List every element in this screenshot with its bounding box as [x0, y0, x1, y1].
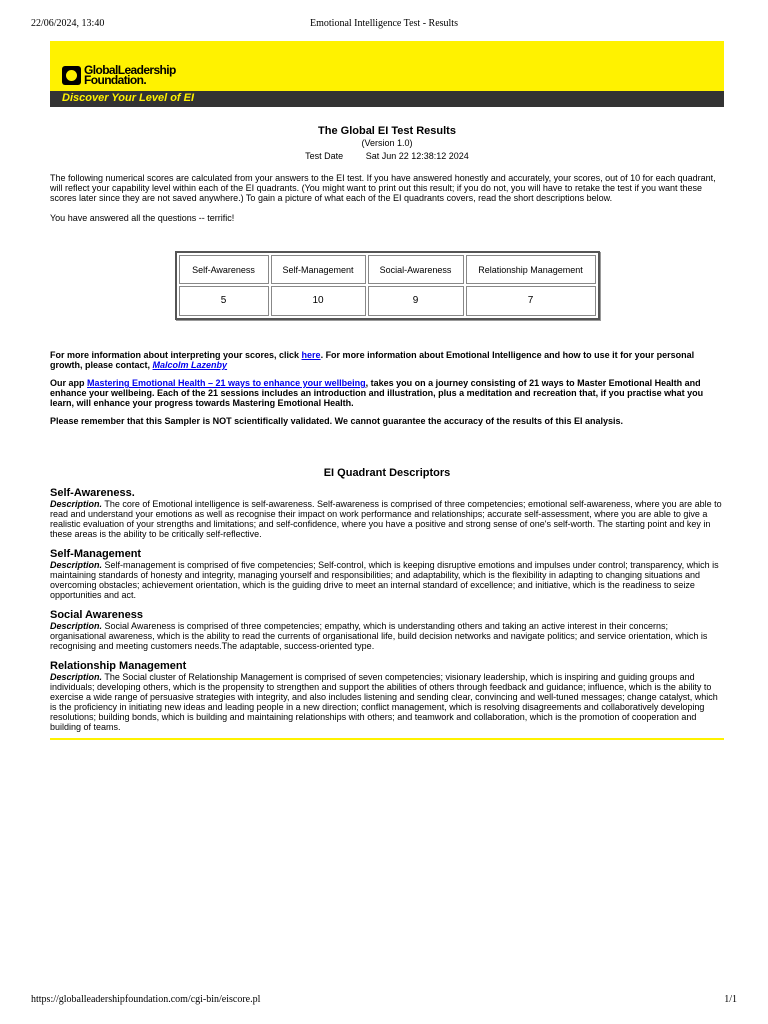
more-info-paragraph	[50, 350, 724, 370]
scores-value-row	[179, 286, 596, 316]
site-logo[interactable]	[62, 65, 176, 85]
logo-line-1: GlobalLeadership	[84, 63, 176, 77]
score-relationship-management: 7	[466, 286, 596, 316]
app-link[interactable]: Mastering Emotional Health – 21 ways to enhance your wellbeing	[87, 378, 366, 388]
descriptor-text	[50, 560, 724, 600]
validation-warning: Please remember that this Sampler is NOT scientifically validated. We cannot guarantee the accuracy of the results of this EI analysis.	[50, 416, 624, 426]
descriptor-heading: Self-Awareness.	[50, 487, 135, 499]
page-title: The Global EI Test Results	[318, 125, 456, 137]
score-self-awareness: 5	[179, 286, 269, 316]
header-self-awareness: Self-Awareness	[179, 255, 269, 284]
scores-header-row	[179, 255, 596, 284]
more-info-text-1: For more information about interpreting your scores, click	[50, 350, 302, 360]
test-date-label: Test Date	[305, 151, 344, 161]
header-relationship-management: Relationship Management	[466, 255, 596, 284]
scores-table	[175, 251, 600, 320]
intro-paragraph: The following numerical scores are calculated from your answers to the EI test. If you have answered honestly and accurately, your scores, out of 10 for each quadrant, will reflect your capability level within each of the EI quadrants. (You might want to print out this result; if you do not, you will have to retake the test if you want these scores later since they are not saved anywhere.) To gain a picture of what each of the EI quadrants covers, read the short descriptions below.	[50, 173, 716, 203]
description-label: Description.	[50, 621, 103, 631]
app-text-2: , takes you on a journey consisting of 21 ways to Master Emotional Health and enhance your wellbeing. Each of the 21 sessions includes an introduction and illustration, plus a meditation and recreation that, if you practise what you learn, will enhance your progress towards Mastering Emotional Health.	[50, 378, 704, 408]
descriptor-heading: Relationship Management	[50, 660, 187, 672]
descriptors-title: EI Quadrant Descriptors	[323, 467, 451, 479]
print-page-number: 1/1	[724, 994, 737, 1005]
print-datetime: 22/06/2024, 13:40	[31, 18, 105, 29]
version-label: (Version 1.0)	[361, 138, 413, 148]
descriptors-section	[50, 487, 724, 732]
print-url: https://globalleadershipfoundation.com/cgi-bin/eiscore.pl	[31, 994, 261, 1005]
logo-text	[84, 65, 176, 85]
description-label: Description.	[50, 672, 103, 682]
description-label: Description.	[50, 560, 103, 570]
tagline-bar	[50, 91, 724, 107]
descriptor-text	[50, 499, 724, 539]
test-date	[50, 149, 724, 163]
descriptor-body: The Social cluster of Relationship Management is comprised of seven competencies; visionary leadership, which is inspiring and guiding groups and individuals; developing others, which is the propensity to strengthen and support the abilities of others through feedback and guidance; influence, which is the ability to exercise a wide range of persuasive strategies with integrity, and also includes listening and sending clear, convincing and well-tuned messages; change catalyst, which is the proficiency in initiating new ideas and leading people in a new direction; conflict management, which is resolving disagreements and collaboratively developing resolutions; building bonds, which is building and maintaining relationships with others; and teamwork and collaboration, which is the promotion of cooperation and building of teams.	[50, 672, 718, 732]
site-banner	[50, 41, 724, 107]
descriptor-body: Social Awareness is comprised of three competencies; empathy, which is understanding others and taking an active interest in their concerns; organisational awareness, which is the ability to read the currents of organisational life, build decision networks and navigate politics; and service orientation, which is recognising and meeting customers needs.The adaptable, success-oriented type.	[50, 621, 708, 651]
more-info-text-2: . For more information about Emotional Intelligence and how to use it for your personal growth, please contact,	[50, 350, 695, 370]
answered-message: You have answered all the questions -- terrific!	[50, 213, 235, 223]
footer-rule	[50, 738, 724, 740]
descriptor-heading: Social Awareness	[50, 609, 143, 621]
app-paragraph	[50, 378, 724, 408]
descriptor-text	[50, 672, 724, 732]
description-label: Description.	[50, 499, 103, 509]
header-self-management: Self-Management	[271, 255, 366, 284]
contact-link[interactable]: Malcolm Lazenby	[152, 360, 228, 370]
descriptor-text	[50, 621, 724, 651]
app-text-1: Our app	[50, 378, 88, 388]
main-content	[50, 118, 724, 740]
descriptor-heading: Self-Management	[50, 548, 142, 560]
logo-line-2: Foundation.	[84, 73, 147, 87]
score-social-awareness: 9	[368, 286, 464, 316]
test-date-value: Sat Jun 22 12:38:12 2024	[365, 151, 469, 161]
interpreting-scores-link[interactable]: here	[301, 350, 321, 360]
header-social-awareness: Social-Awareness	[368, 255, 464, 284]
print-doc-title: Emotional Intelligence Test - Results	[310, 18, 458, 29]
descriptor-body: Self-management is comprised of five competencies; Self-control, which is keeping disruptive emotions and impulses under control; transparency, which is maintaining standards of honesty and integrity, managing yourself and responsibilities; and adaptability, which is the flexibility in adapting to changing situations and overcoming obstacles; achievement orientation, which is the guiding drive to meet an internal standard of excellence; and initiative, which is the readiness to seize opportunities and act.	[50, 560, 719, 600]
results-header	[50, 124, 724, 163]
tagline: Discover Your Level of EI	[62, 92, 195, 104]
logo-mark-icon	[62, 66, 81, 85]
score-self-management: 10	[271, 286, 366, 316]
descriptor-body: The core of Emotional intelligence is self-awareness. Self-awareness is comprised of three competencies; emotional self-awareness, where you are able to read and understand your emotions as well as recognise their impact on work performance and relationships; accurate self-assessment, where you are able to give a realistic evaluation of your strengths and limitations; and self-confidence, where you have a positive and strong sense of one's self-worth. The starting point and key in these areas is the ability to be critically self-reflective.	[50, 499, 722, 539]
